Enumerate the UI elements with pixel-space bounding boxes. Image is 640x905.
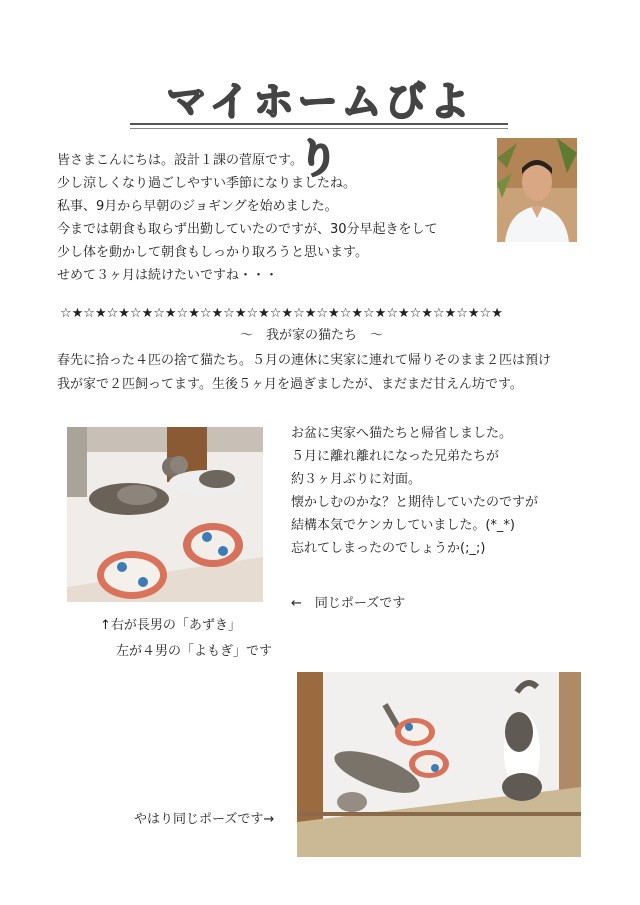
cats-photo-2 [297,672,581,857]
cats-photo-1 [67,427,263,602]
author-photo [497,138,577,242]
arrow-note: ← 同じポーズです [291,596,406,611]
star-divider: ☆★☆★☆★☆★☆★☆★☆★☆★☆★☆★☆★☆★☆★☆★☆★☆★☆★☆★☆★ [60,306,503,321]
story-line: 結構本気でケンカしていました。(*_*) [291,518,515,533]
intro-line: せめて３ヶ月は続けたいですね・・・ [57,268,279,283]
section-intro [57,351,551,395]
story-line: 忘れてしまったのでしょうか(;_;) [291,541,486,556]
intro-line: 少し体を動かして朝食もしっかり取ろうと思います。 [57,245,368,260]
story-text [291,424,538,559]
section-intro-line: 春先に拾った４匹の捨て猫たち。５月の連休に実家に連れて帰りそのまま２匹は預け [57,353,552,368]
newsletter-title: マイホームびより [166,79,474,182]
photo1-caption-line1: ↑右が長男の「あずき」 [100,618,241,633]
story-line: 懐かしむのかな？と期待していたのですが [291,495,539,510]
intro-text [57,151,438,286]
section-intro-line: 我が家で２匹飼ってます。生後５ヶ月を過ぎましたが、まだまだ甘えん坊です。 [57,377,523,392]
intro-line: 今までは朝食も取らず出勤していたのですが、30分早起きをして [57,222,438,237]
photo2-caption: やはり同じポーズです→ [134,812,275,827]
section-title: ～ 我が家の猫たち ～ [240,328,384,343]
story-line: お盆に実家へ猫たちと帰省しました。 [291,426,513,441]
title-underline [130,123,508,125]
photo1-caption-line2: 左が４男の「よもぎ」です [116,644,273,659]
story-line: ５月に離れ離れになった兄弟たちが [291,449,500,464]
intro-line: 皆さまこんにちは。設計１課の菅原です。 [57,153,303,168]
title-underline-thin [130,128,508,129]
intro-line: 少し涼しくなり過ごしやすい季節になりましたね。 [57,176,357,191]
story-line: 約３ヶ月ぶりに対面。 [291,472,422,487]
intro-line: 私事、9月から早朝のジョギングを始めました。 [57,199,338,214]
